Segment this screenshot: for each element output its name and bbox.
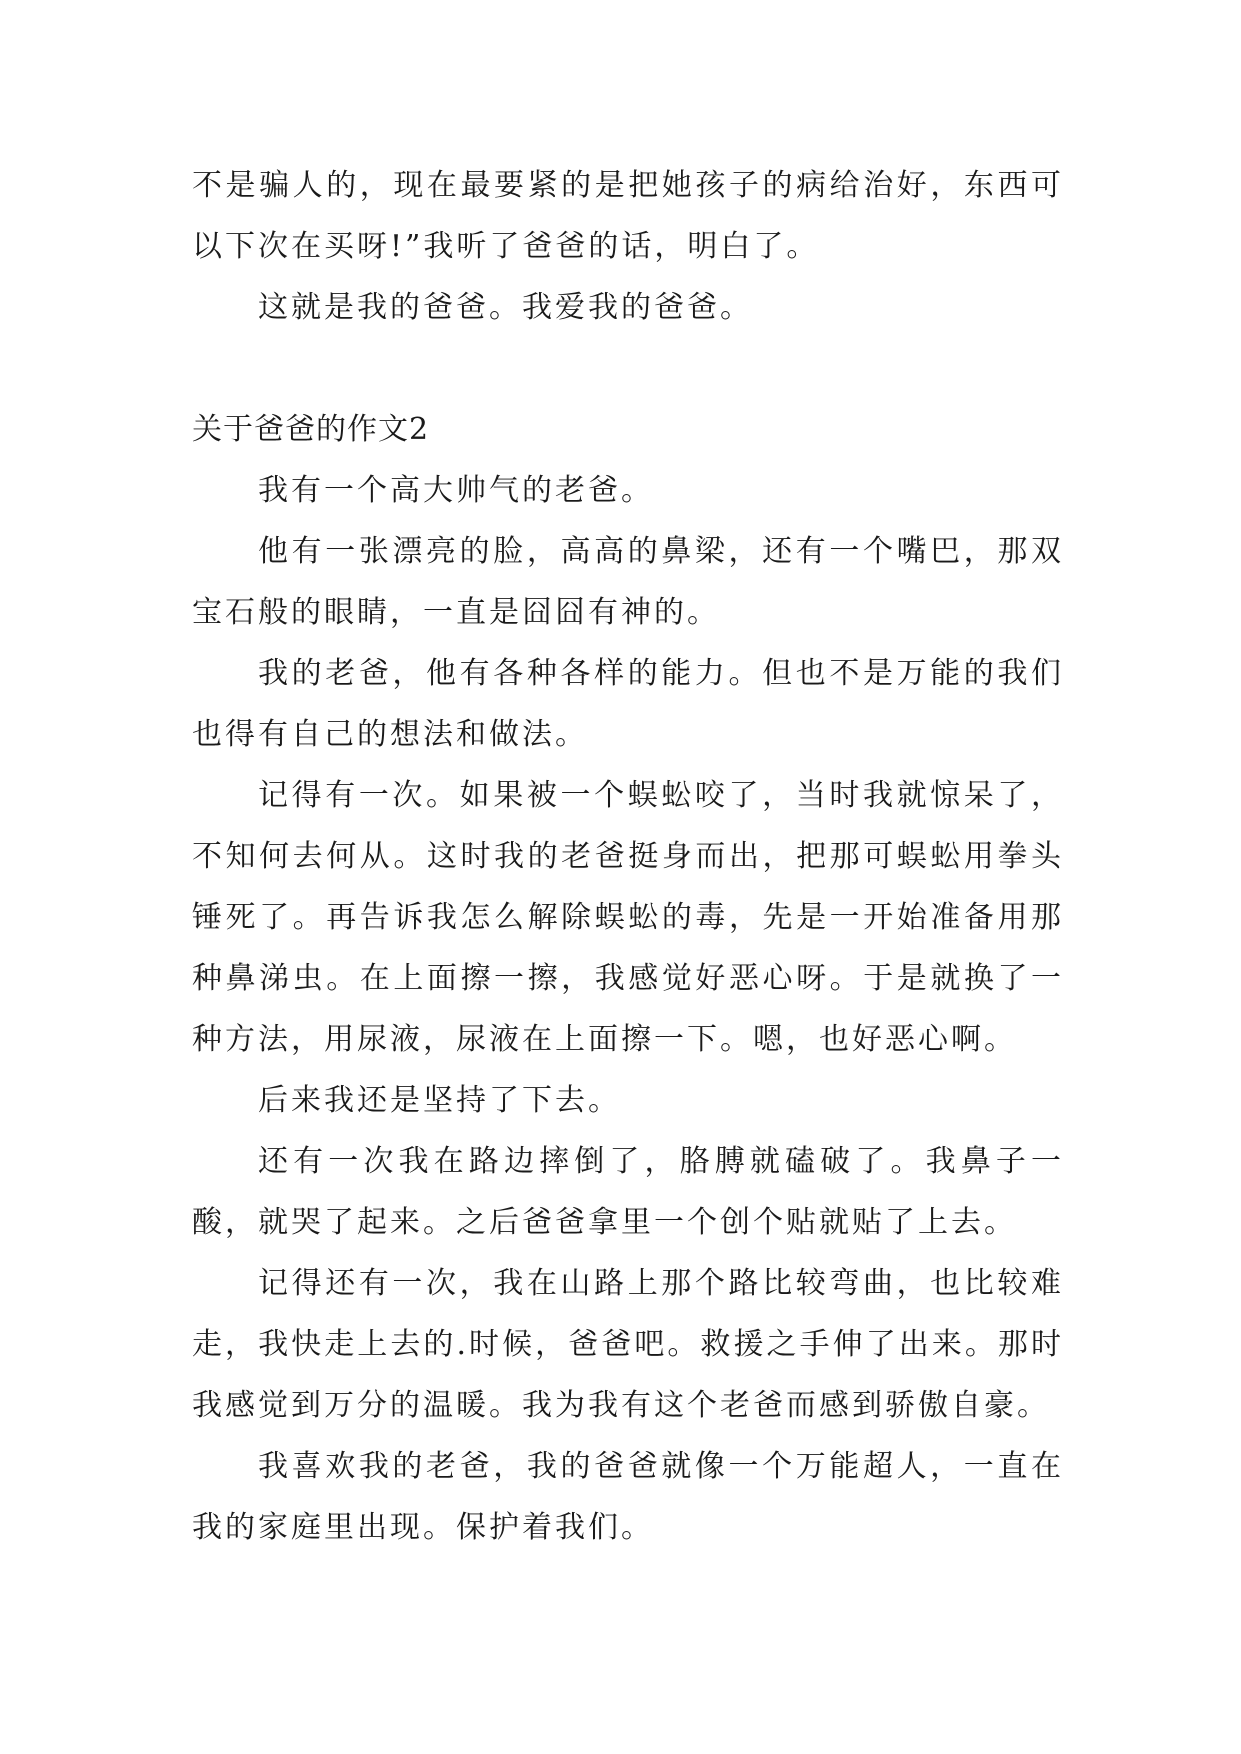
paragraph: 记得还有一次，我在山路上那个路比较弯曲，也比较难走，我快走上去的.时候，爸爸吧。救援之手伸了出来。那时我感觉到万分的温暖。我为我有这个老爸而感到骄傲自豪。 <box>192 1266 1064 1423</box>
paragraph: 我喜欢我的老爸，我的爸爸就像一个万能超人，一直在我的家庭里出现。保护着我们。 <box>192 1449 1064 1545</box>
paragraph: 我的老爸，他有各种各样的能力。但也不是万能的我们也得有自己的想法和做法。 <box>192 656 1064 752</box>
paragraph: 还有一次我在路边摔倒了，胳膊就磕破了。我鼻子一酸，就哭了起来。之后爸爸拿里一个创个贴就贴了上去。 <box>192 1144 1064 1240</box>
section-spacer <box>192 338 1064 399</box>
paragraph-closing: 这就是我的爸爸。我爱我的爸爸。 <box>258 290 753 325</box>
paragraph-continued: 不是骗人的，现在最要紧的是把她孩子的病给治好，东西可以下次在买呀!”我听了爸爸的话，明白了。 <box>192 168 1064 264</box>
paragraph: 他有一张漂亮的脸，高高的鼻梁，还有一个嘴巴，那双宝石般的眼睛，一直是囧囧有神的。 <box>192 534 1064 630</box>
paragraph: 后来我还是坚持了下去。 <box>258 1083 621 1118</box>
section-title: 关于爸爸的作文2 <box>192 412 430 447</box>
paragraph: 我有一个高大帅气的老爸。 <box>258 473 654 508</box>
document-body <box>192 155 1064 1558</box>
paragraph: 记得有一次。如果被一个蜈蚣咬了，当时我就惊呆了，不知何去何从。这时我的老爸挺身而出，把那可蜈蚣用拳头锤死了。再告诉我怎么解除蜈蚣的毒，先是一开始准备用那种鼻涕虫。在上面擦一擦，我感觉好恶心呀。于是就换了一种方法，用尿液，尿液在上面擦一下。嗯，也好恶心啊。 <box>192 778 1064 1057</box>
